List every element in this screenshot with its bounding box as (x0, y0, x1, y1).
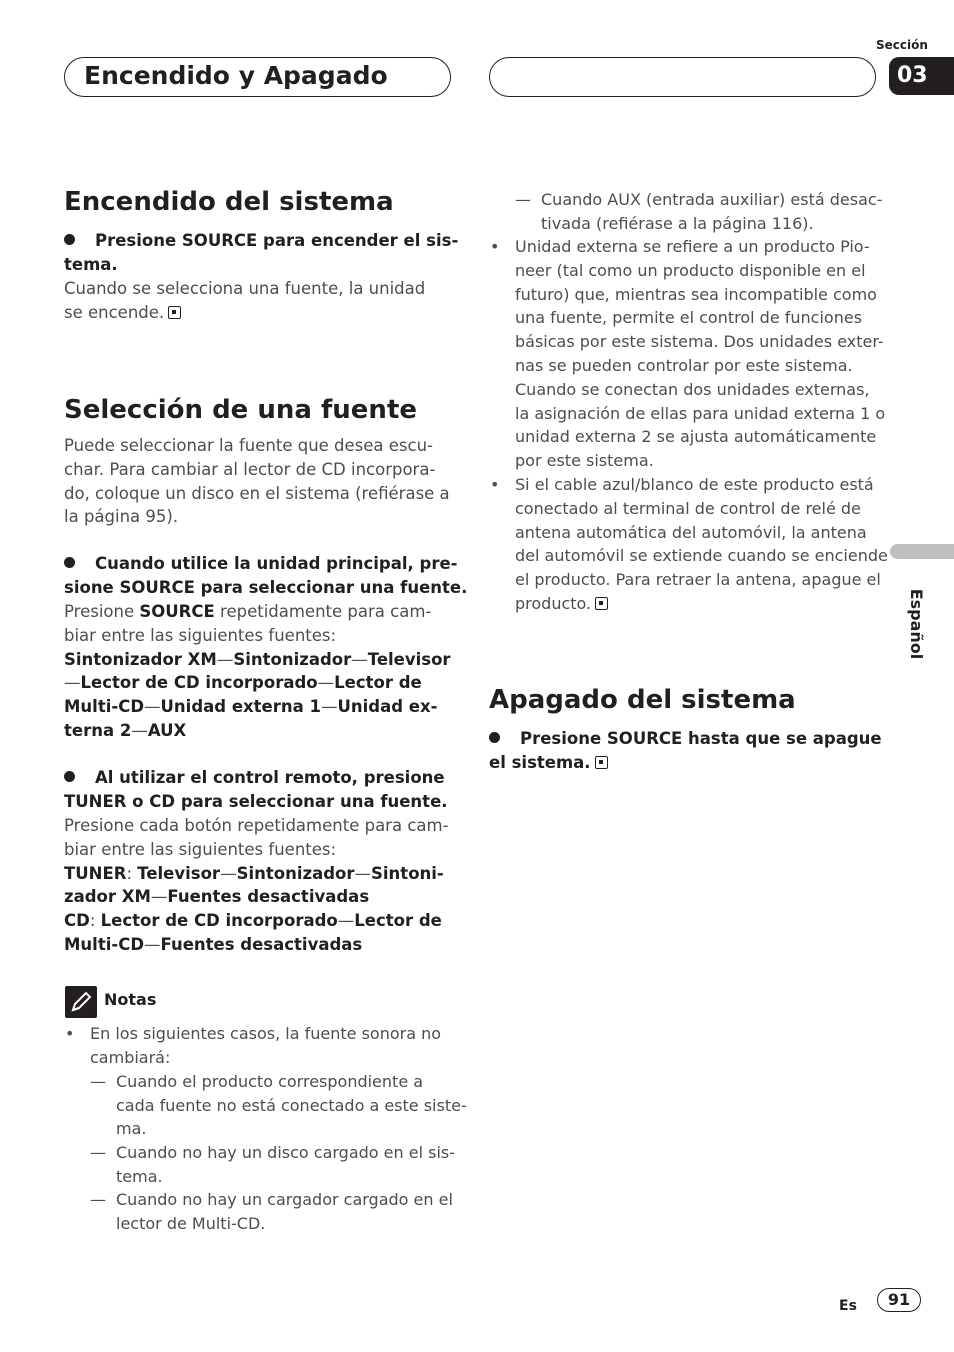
paragraph-power-on: Cuando se selecciona una fuente, la unidad se encende. (64, 279, 426, 322)
section-number: 03 (889, 57, 954, 95)
bullet-dot-icon: • (490, 475, 500, 494)
end-mark-icon (168, 306, 181, 319)
paragraph-main-unit: Presione SOURCE repetidamente para cam- biar entre las siguientes fuentes: Sintonizador XM—Sintonizador—Televisor —Lector de CD incorporado—Lector de Multi-CD—Unidad externa 1—Unidad ex- terna 2—AUX (64, 602, 451, 740)
note-pencil-icon (65, 986, 97, 1018)
step-remote: Al utilizar el control remoto, presione TUNER o CD para seleccionar una fuente. (64, 768, 448, 811)
side-tab-marker (890, 544, 954, 559)
header-right-frame (489, 57, 876, 97)
step-main-unit: Cuando utilice la unidad principal, pre- sione SOURCE para seleccionar una fuente. (64, 554, 468, 597)
note-1d: Cuando AUX (entrada auxiliar) está desac- tivada (refiérase a la página 116). (541, 190, 883, 233)
note-1b: Cuando no hay un disco cargado en el sis- tema. (116, 1143, 456, 1186)
heading-seleccion: Selección de una fuente (64, 395, 418, 425)
side-tab-language: Español (907, 588, 926, 660)
heading-encendido: Encendido del sistema (64, 187, 394, 217)
note-1d-dash: — (515, 190, 531, 209)
note-3: Si el cable azul/blanco de este producto está conectado al terminal de control de relé de antena automática del automóvil, la antena del automóvil se extiende cuando se enciende el producto. Para retraer la antena, apague el producto. (515, 475, 888, 613)
footer-language: Es (839, 1298, 857, 1314)
header-title: Encendido y Apagado (84, 61, 388, 90)
note-1: En los siguientes casos, la fuente sonora no cambiará: (90, 1024, 442, 1067)
paragraph-seleccion: Puede seleccionar la fuente que desea escu- char. Para cambiar al lector de CD incorpora- do, coloque un disco en el sistema (refiérase a la página 95). (64, 436, 450, 527)
note-1a: Cuando el producto correspondiente a cada fuente no está conectado a este siste- ma. (116, 1072, 467, 1139)
bullet-dot-icon: • (65, 1024, 75, 1043)
note-1-dash: — (90, 1143, 106, 1162)
notes-title: Notas (104, 990, 157, 1009)
page-number: 91 (877, 1288, 921, 1312)
note-1c: Cuando no hay un cargador cargado en el lector de Multi-CD. (116, 1190, 453, 1233)
end-mark-icon (595, 756, 608, 769)
note-1-dash: — (90, 1190, 106, 1209)
bullet-dot-icon (489, 732, 500, 743)
bullet-dot-icon (64, 557, 75, 568)
paragraph-remote: Presione cada botón repetidamente para cam- biar entre las siguientes fuentes: TUNER: Televisor—Sintonizador—Sintoni- zador XM—Fuentes desactivadas CD: Lector de CD incorporado—Lector de Multi-CD—Fuentes desactivadas (64, 816, 449, 954)
step-power-on: Presione SOURCE para encender el sis- tema. (64, 231, 459, 274)
heading-apagado: Apagado del sistema (489, 685, 796, 715)
note-1-dash: — (90, 1072, 106, 1091)
bullet-dot-icon (64, 771, 75, 782)
bullet-dot-icon (64, 234, 75, 245)
bullet-dot-icon: • (490, 237, 500, 256)
end-mark-icon (595, 597, 608, 610)
note-2: Unidad externa se refiere a un producto Pio- neer (tal como un producto disponible en el futuro) que, mientras sea incompatible como una fuente, permite el control de funciones básicas por este sistema. Dos unidades exter- nas se pueden controlar por este sistema. Cuando se conectan dos unidades externas, la asignación de ellas para unidad externa 1 o unidad externa 2 se ajusta automáticamente por este sistema. (515, 237, 886, 471)
section-label: Sección (876, 38, 928, 52)
step-power-off: Presione SOURCE hasta que se apague el sistema. (489, 729, 882, 772)
